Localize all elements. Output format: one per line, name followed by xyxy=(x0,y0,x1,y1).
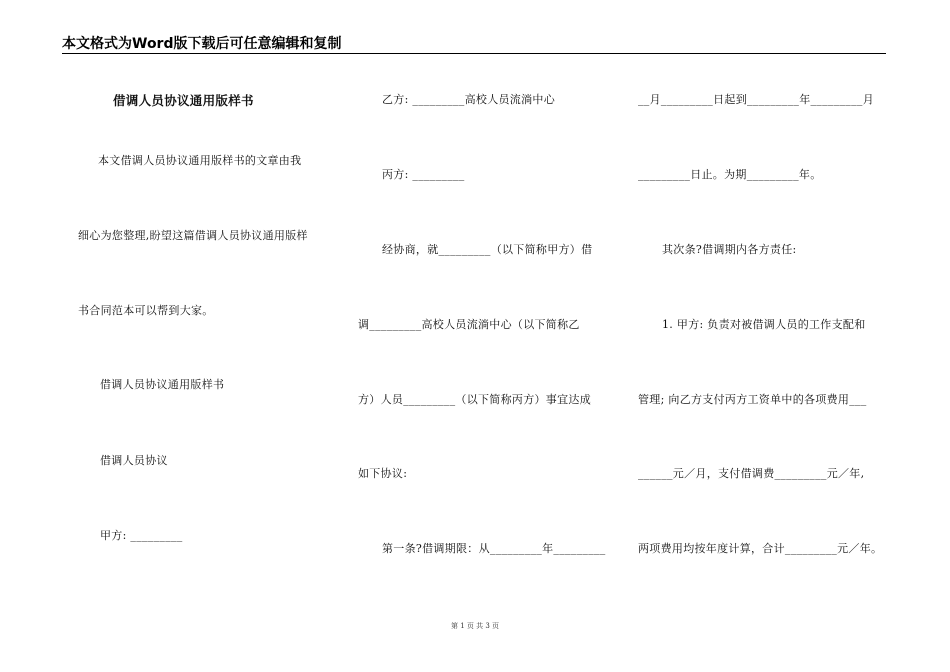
paragraph-line: 调_________高校人员流淌中心（以下简称乙 xyxy=(358,318,580,331)
header-divider xyxy=(62,53,886,54)
paragraph-line: 经协商，就_________（以下简称甲方）借 xyxy=(382,243,593,256)
paragraph-line: 书合同范本可以帮到大家。 xyxy=(78,304,214,317)
paragraph-line: __月_________日起到_________年_________月 xyxy=(638,93,874,106)
paragraph-line: 甲方: _________ xyxy=(100,529,183,542)
document-header: 本文格式为Word版下载后可任意编辑和复制 xyxy=(62,36,342,52)
paragraph-line: ______元／月，支付借调费_________元／年, xyxy=(638,467,865,480)
paragraph-line: 方）人员_________（以下简称丙方）事宜达成 xyxy=(358,393,591,406)
paragraph-line: 管理; 向乙方支付丙方工资单中的各项费用___ xyxy=(638,393,867,406)
paragraph-line: 借调人员协议 xyxy=(100,454,168,467)
paragraph-line: 两项费用均按年度计算，合计_________元／年。 xyxy=(638,542,883,555)
paragraph-line: 如下协议: xyxy=(358,467,408,480)
paragraph-line: 其次条?借调期内各方责任: xyxy=(662,243,797,256)
paragraph-line: 本文借调人员协议通用版样书的文章由我 xyxy=(98,154,302,167)
paragraph-line: 细心为您整理,盼望这篇借调人员协议通用版样 xyxy=(78,229,308,242)
paragraph-line: 借调人员协议通用版样书 xyxy=(100,378,225,391)
paragraph-line: 1. 甲方: 负责对被借调人员的工作支配和 xyxy=(662,318,866,331)
paragraph-line: 乙方: _________高校人员流淌中心 xyxy=(382,93,556,106)
paragraph-line: 第一条?借调期限：从_________年_________ xyxy=(382,542,606,555)
paragraph-line: 丙方: _________ xyxy=(382,168,465,181)
paragraph-line: _________日止。为期_________年。 xyxy=(638,168,822,181)
page-number: 第 1 页 共 3 页 xyxy=(450,622,500,630)
document-title: 借调人员协议通用版样书 xyxy=(113,93,254,108)
